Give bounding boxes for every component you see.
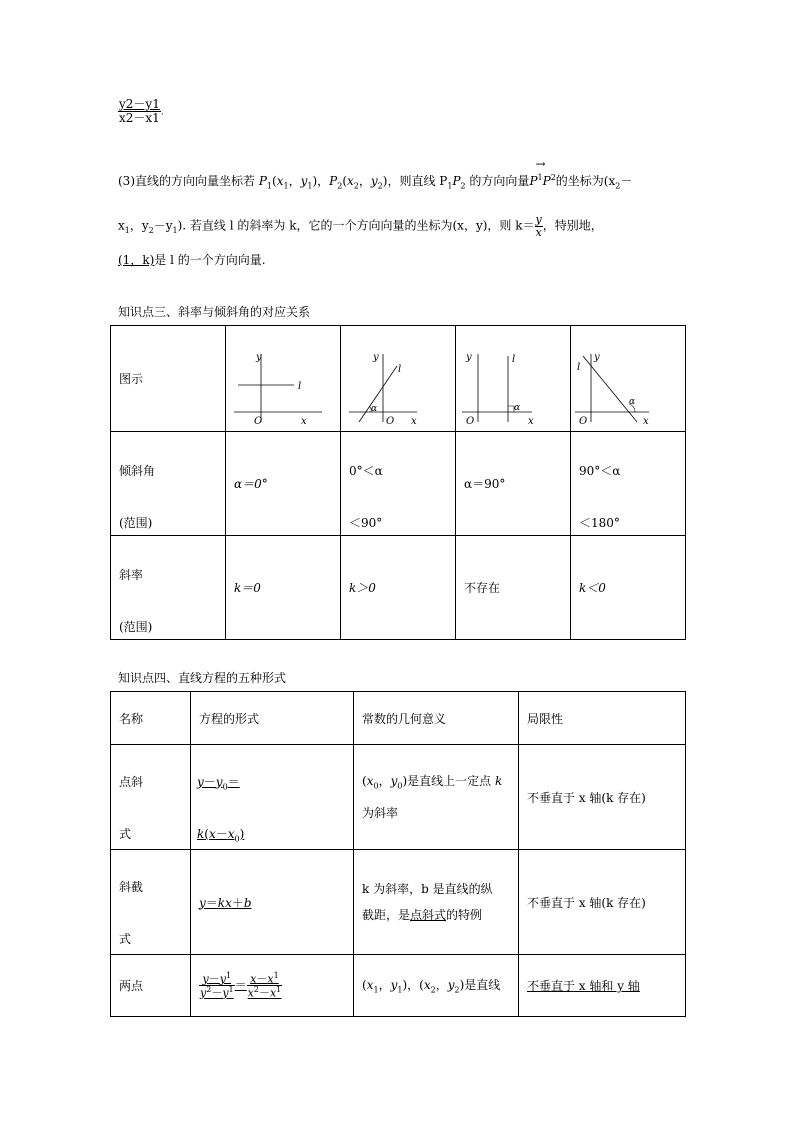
r3-name-text: 两点 bbox=[119, 979, 144, 993]
graph-acute bbox=[341, 326, 456, 432]
para3-text-a: (3)直线的方向向量坐标若 bbox=[118, 174, 259, 188]
para3-line2: $x_1$，$y_2-y_1$). 若直线 l 的斜率为 k，它的一个方向向量的坐标为(x，y)，则 k＝ $\frac{y}{x}$ ，特别地， bbox=[118, 213, 603, 239]
angle-label-top: 倾斜角 bbox=[119, 464, 156, 478]
y-axis-label: y bbox=[466, 352, 472, 363]
header-limit: 局限性 bbox=[519, 692, 686, 745]
y-axis-label: y bbox=[373, 352, 379, 363]
r1-name bbox=[111, 745, 191, 850]
para3-text-f: ，y bbox=[129, 218, 149, 233]
line-label: l bbox=[398, 364, 402, 375]
para3-text-e: x bbox=[118, 218, 125, 233]
r2-name bbox=[111, 850, 191, 955]
slope-label-bottom: (范围) bbox=[119, 620, 153, 634]
line-label: l bbox=[512, 354, 516, 365]
r3-name bbox=[111, 955, 191, 1017]
para3-text-g: －y bbox=[153, 218, 173, 233]
origin-label: O bbox=[579, 416, 588, 427]
r1-form bbox=[191, 745, 354, 850]
slope-cell-4 bbox=[571, 536, 686, 640]
table-row bbox=[111, 432, 686, 536]
graph-horizontal bbox=[226, 326, 341, 432]
angle-value-3: α＝90° bbox=[464, 477, 506, 491]
r1-limit bbox=[519, 745, 686, 850]
row-label-diagram: 图示 bbox=[111, 326, 226, 432]
r2-meaning-1: k 为斜率，b 是直线的纵 bbox=[362, 882, 493, 896]
r1-name-bottom: 式 bbox=[119, 827, 132, 841]
table-row bbox=[111, 745, 686, 850]
r2-limit bbox=[519, 850, 686, 955]
r2-meaning-2: 截距，是点斜式的特例 bbox=[362, 908, 483, 922]
r2-name-top: 斜截 bbox=[119, 880, 144, 894]
angle-value-1: α＝0° bbox=[234, 477, 268, 491]
header-name: 名称 bbox=[111, 692, 191, 745]
table-row bbox=[111, 955, 686, 1017]
r2-limit-text: 不垂直于 x 轴(k 存在) bbox=[527, 895, 646, 910]
r1-form-top: $y-y_0=$ bbox=[197, 775, 240, 792]
angle-label: α bbox=[629, 397, 636, 407]
angle-label: α bbox=[371, 404, 378, 414]
k-frac-den: x bbox=[535, 225, 542, 239]
para3-text-b: ，则直线 P bbox=[387, 174, 448, 188]
angle-label-bottom: (范围) bbox=[119, 516, 153, 530]
section4-title: 知识点四、直线方程的五种形式 bbox=[118, 671, 287, 685]
angle-value-2a: 0°＜α bbox=[349, 464, 383, 478]
r2-form bbox=[191, 850, 354, 955]
slope-label-top: 斜率 bbox=[119, 568, 144, 582]
para3-text-h: ). 若直线 l 的斜率为 k，它的一个方向向量的坐标为(x，y)，则 k＝ bbox=[177, 218, 535, 233]
para3-underlined: (1，k) bbox=[118, 253, 155, 267]
graph-obtuse bbox=[571, 326, 686, 432]
header-form: 方程的形式 bbox=[191, 692, 354, 745]
r3-form: $\frac{y-y^1}{y^2-y^1}$ ＝ $\frac{x-x^1}{x^2-x^1}$ bbox=[191, 955, 354, 1017]
r1-meaning-1: ($x_0$，$y_0$)是直线上一定点 k bbox=[362, 774, 503, 791]
header-meaning: 常数的几何意义 bbox=[354, 692, 519, 745]
row-label-angle bbox=[111, 432, 226, 536]
r3-frac-right: $\frac{x-x^1}{x^2-x^1}$ bbox=[247, 970, 282, 1000]
para3-text-j: 是 l 的一个方向向量. bbox=[154, 253, 266, 267]
line-equation-table bbox=[110, 691, 686, 1017]
angle-value-4b: ＜180° bbox=[579, 516, 620, 530]
r3-limit bbox=[519, 955, 686, 1017]
para3-line1: (3)直线的方向向量坐标若 $P_1(x_1$，$y_1$)，$P_2(x_2$，$y_2$)，则直线 $P_1P_2$ 的方向向量 → $P^1P^2$的坐标为($x_2-$ bbox=[118, 157, 633, 191]
r1-name-top: 点斜 bbox=[119, 775, 144, 789]
para3-text-i: ，特别地， bbox=[542, 218, 603, 233]
row-label-slope bbox=[111, 536, 226, 640]
x-axis-label: x bbox=[643, 416, 649, 427]
slope-value-2: k＞0 bbox=[349, 581, 376, 595]
table-row bbox=[111, 326, 686, 432]
y-axis-label: y bbox=[256, 352, 262, 363]
angle-cell-3 bbox=[456, 432, 571, 536]
slope-value-3: 不存在 bbox=[464, 581, 501, 595]
origin-label: O bbox=[386, 416, 395, 427]
r1-meaning bbox=[354, 745, 519, 850]
top-fraction-num: y2－y1 bbox=[119, 97, 160, 111]
x-axis-label: x bbox=[528, 416, 534, 427]
top-fraction: $\frac{y2-y1}{x2-x1}$ . bbox=[119, 97, 164, 125]
graph-vertical bbox=[456, 326, 571, 432]
table-header-row bbox=[111, 692, 686, 745]
r1-form-bottom: $k(x-x_0)$ bbox=[197, 827, 245, 844]
para3-text-d: 的坐标为(x bbox=[555, 174, 616, 188]
slope-angle-table bbox=[110, 325, 686, 640]
k-frac-num: y bbox=[535, 213, 542, 226]
angle-cell-1 bbox=[226, 432, 341, 536]
para3-text-c: 的方向向量 bbox=[465, 174, 530, 188]
table-row bbox=[111, 850, 686, 955]
x-axis-label: x bbox=[301, 416, 307, 427]
section3-title: 知识点三、斜率与倾斜角的对应关系 bbox=[118, 305, 311, 319]
angle-cell-2 bbox=[341, 432, 456, 536]
slope-cell-3 bbox=[456, 536, 571, 640]
slope-cell-2 bbox=[341, 536, 456, 640]
angle-label: α bbox=[514, 403, 521, 413]
r2-name-bottom: 式 bbox=[119, 932, 132, 946]
angle-value-2b: ＜90° bbox=[349, 516, 383, 530]
r2-form-text: y＝kx＋b bbox=[199, 895, 252, 910]
r3-meaning bbox=[354, 955, 519, 1017]
angle-value-4a: 90°＜α bbox=[579, 464, 621, 478]
slope-value-4: k＜0 bbox=[579, 581, 606, 595]
x-axis-label: x bbox=[411, 416, 417, 427]
r1-limit-text: 不垂直于 x 轴(k 存在) bbox=[527, 790, 646, 805]
origin-label: O bbox=[254, 416, 263, 427]
y-axis-label: y bbox=[594, 352, 600, 363]
r2-meaning bbox=[354, 850, 519, 955]
r3-meaning-text: ($x_1$，$y_1$)，($x_2$，$y_2$)是直线 bbox=[362, 978, 501, 995]
slope-cell-1 bbox=[226, 536, 341, 640]
line-label: l bbox=[577, 362, 581, 373]
top-fraction-den: x2－x1 bbox=[119, 110, 160, 125]
line-label: l bbox=[298, 381, 302, 392]
para3-line3 bbox=[118, 251, 266, 268]
angle-cell-4 bbox=[571, 432, 686, 536]
slope-value-1: k＝0 bbox=[234, 581, 261, 595]
r1-meaning-2: 为斜率 bbox=[362, 805, 399, 820]
origin-label: O bbox=[466, 416, 475, 427]
r3-frac-left: $\frac{y-y^1}{y^2-y^1}$ bbox=[200, 970, 234, 1000]
r3-limit-text: 不垂直于 x 轴和 y 轴 bbox=[527, 979, 640, 993]
table-row bbox=[111, 536, 686, 640]
